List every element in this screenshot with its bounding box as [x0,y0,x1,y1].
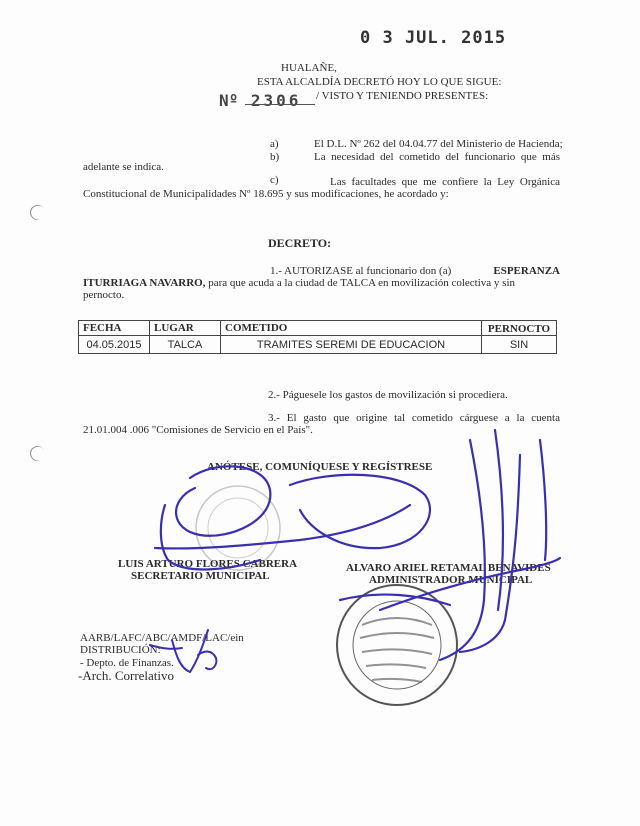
right-signatory-title: ADMINISTRADOR MUNICIPAL [369,574,533,586]
paragraph-1-end: pernocto. [83,289,125,301]
paragraph-2: 2.- Páguesele los gastos de movilización si procediera. [268,389,508,401]
intro-line: ESTA ALCALDÍA DECRETÓ HOY LO QUE SIGUE: [257,76,502,88]
item-b-continued: adelante se indica. [83,161,164,173]
item-b-text: La necesidad del cometido del funcionario que más [314,151,560,163]
secretary-seal [196,486,280,570]
item-c-letter: c) [270,174,279,186]
header-pernocto: PERNOCTO [482,321,557,336]
initials-signature [150,630,216,672]
employee-surname: ITURRIAGA NAVARRO, [83,277,206,289]
header-fecha: FECHA [79,321,150,336]
city-line: HUALAÑE, [281,62,337,74]
cell-fecha: 04.05.2015 [79,336,150,354]
right-signatory-name: ALVARO ARIEL RETAMAL BENAVIDES [346,562,551,574]
secretary-signature [155,466,430,569]
paragraph-3-start: 3.- El gasto que origine tal cometido cárguese a la cuenta [268,412,560,424]
decreto-heading: DECRETO: [268,236,332,250]
distribution-item-finanzas: - Depto. de Finanzas. [80,657,174,669]
employee-first-name: ESPERANZA [493,265,560,277]
visto-line: / VISTO Y TENIENDO PRESENTES: [316,90,489,102]
left-signatory-name: LUIS ARTURO FLORES CABRERA [118,558,298,570]
cell-pernocto: SIN [482,336,557,354]
paragraph-1-rest: para que acuda a la ciudad de TALCA en movilización colectiva y sin [208,277,516,289]
distribucion-label: DISTRIBUCIÓN: [80,644,161,656]
number-value: 2306 [250,91,302,110]
item-b-letter: b) [270,151,280,163]
header-cometido: COMETIDO [221,321,482,336]
item-a-text: El D.L. Nº 262 del 04.04.77 del Ministerio de Hacienda; [314,138,563,150]
left-signatory-title: SECRETARIO MUNICIPAL [131,570,270,582]
item-c-continued: Constitucional de Municipalidades Nº 18.695 y sus modificaciones, he acordado y: [83,188,449,200]
item-c-text: Las facultades que me confiere la Ley Orgánica [330,176,560,188]
header-lugar: LUGAR [150,321,221,336]
number-symbol: Nº [219,91,239,110]
cell-cometido: TRAMITES SEREMI DE EDUCACION [221,336,482,354]
paragraph-1-start: 1.- AUTORIZASE al funcionario don (a) [270,265,452,277]
item-a-letter: a) [270,138,279,150]
initials-line: AARB/LAFC/ABC/AMDF/LAC/ein [80,632,244,644]
date-stamp: 0 3 JUL. 2015 [360,28,507,48]
anotese-line: ANÓTESE, COMUNÍQUESE Y REGÍSTRESE [207,461,433,473]
cell-lugar: TALCA [150,336,221,354]
paragraph-3-end: 21.01.004 .006 "Comisiones de Servicio en el País". [83,424,313,436]
administrator-signature [340,430,560,660]
distribution-item-archivo: -Arch. Correlativo [78,668,175,683]
